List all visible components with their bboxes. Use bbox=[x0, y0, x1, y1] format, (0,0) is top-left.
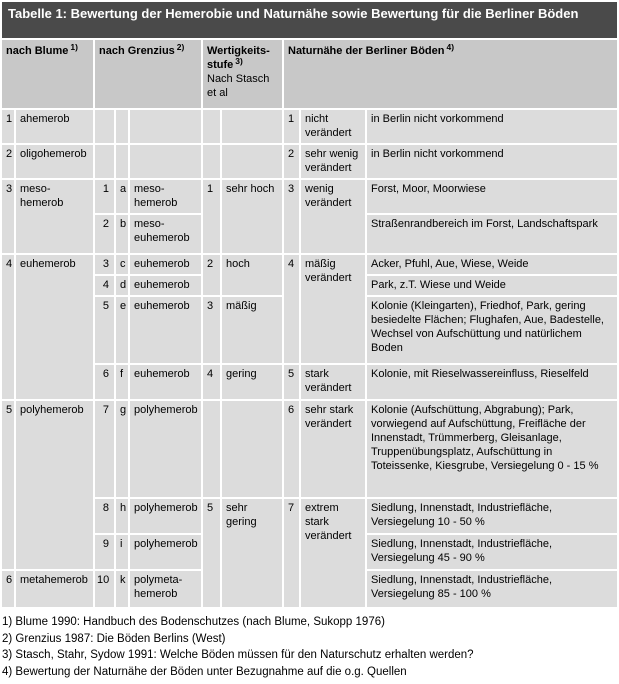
cell-grenzius-letter: b bbox=[116, 215, 128, 253]
cell-grenzius-number: 4 bbox=[95, 276, 114, 295]
col-header-nach-grenzius bbox=[95, 40, 201, 108]
cell-grenzius-letter: h bbox=[116, 499, 128, 533]
cell-wertigkeit-label bbox=[222, 401, 282, 497]
cell-wertigkeit-label bbox=[222, 110, 282, 143]
footnote-1: 1) Blume 1990: Handbuch des Bodenschutzes (nach Blume, Sukopp 1976) bbox=[2, 616, 385, 628]
cell-naturnaehe-number: 1 bbox=[284, 110, 299, 143]
col-header-nach-blume bbox=[2, 40, 93, 108]
cell-grenzius-letter bbox=[116, 110, 128, 143]
cell-wertigkeit-label: sehr gering bbox=[222, 499, 282, 607]
cell-wertigkeit-number bbox=[203, 145, 220, 178]
table-row bbox=[2, 180, 617, 213]
cell-naturnaehe-label: stark verändert bbox=[301, 365, 365, 399]
cell-naturnaehe-number: 7 bbox=[284, 499, 299, 607]
footnote-4: 4) Bewertung der Naturnähe der Böden unter Bezugnahme auf die o.g. Quellen bbox=[2, 665, 407, 678]
cell-wertigkeit-label: sehr hoch bbox=[222, 180, 282, 253]
cell-grenzius-name: euhemerob bbox=[130, 297, 201, 363]
cell-wertigkeit-number: 5 bbox=[203, 499, 220, 607]
cell-naturnaehe-number: 2 bbox=[284, 145, 299, 178]
cell-grenzius-letter bbox=[116, 145, 128, 178]
cell-grenzius-number bbox=[95, 145, 114, 178]
title-row bbox=[2, 2, 617, 38]
cell-grenzius-number: 7 bbox=[95, 401, 114, 497]
cell-description: Siedlung, Innenstadt, Industriefläche, Versiegelung 10 - 50 % bbox=[367, 499, 617, 533]
cell-grenzius-number: 8 bbox=[95, 499, 114, 533]
cell-grenzius-name bbox=[130, 145, 201, 178]
cell-naturnaehe-number: 6 bbox=[284, 401, 299, 497]
cell-naturnaehe-label: sehr stark verändert bbox=[301, 401, 365, 497]
col-header-wertigkeitsstufe-label: Wertigkeits-stufe bbox=[207, 45, 270, 71]
cell-grenzius-letter: i bbox=[116, 535, 128, 569]
cell-naturnaehe-label: mäßig verändert bbox=[301, 255, 365, 363]
col-header-wertigkeitsstufe bbox=[203, 40, 282, 108]
cell-grenzius-name: meso-hemerob bbox=[130, 180, 201, 213]
cell-wertigkeit-number: 4 bbox=[203, 365, 220, 399]
cell-blume-number: 6 bbox=[2, 571, 14, 607]
table-row bbox=[2, 255, 617, 274]
cell-blume-name: ahemerob bbox=[16, 110, 93, 143]
cell-grenzius-letter: c bbox=[116, 255, 128, 274]
cell-blume-name: meso-hemerob bbox=[16, 180, 93, 253]
table-row bbox=[2, 401, 617, 497]
cell-blume-number: 1 bbox=[2, 110, 14, 143]
cell-grenzius-letter: k bbox=[116, 571, 128, 607]
cell-wertigkeit-number: 3 bbox=[203, 297, 220, 363]
cell-grenzius-name: meso-euhemerob bbox=[130, 215, 201, 253]
cell-naturnaehe-number: 3 bbox=[284, 180, 299, 253]
col-header-wertigkeitsstufe-source: Nach Stasch et al bbox=[207, 73, 270, 99]
col-header-naturnaehe-label: Naturnähe der Berliner Böden bbox=[288, 45, 445, 57]
cell-blume-number: 3 bbox=[2, 180, 14, 253]
table-row bbox=[2, 365, 617, 399]
cell-naturnaehe-label: wenig verändert bbox=[301, 180, 365, 253]
cell-wertigkeit-number: 1 bbox=[203, 180, 220, 253]
cell-description: Acker, Pfuhl, Aue, Wiese, Weide bbox=[367, 255, 617, 274]
footnotes bbox=[0, 609, 619, 684]
cell-wertigkeit-label: gering bbox=[222, 365, 282, 399]
footnote-ref-4: 4) bbox=[446, 42, 455, 52]
cell-grenzius-name bbox=[130, 110, 201, 143]
table-row bbox=[2, 499, 617, 533]
cell-blume-number: 4 bbox=[2, 255, 14, 399]
cell-grenzius-name: euhemerob bbox=[130, 255, 201, 274]
cell-wertigkeit-number: 2 bbox=[203, 255, 220, 295]
header-row bbox=[2, 40, 617, 108]
cell-grenzius-letter: e bbox=[116, 297, 128, 363]
cell-grenzius-name: polyhemerob bbox=[130, 499, 201, 533]
table-title: Tabelle 1: Bewertung der Hemerobie und Naturnähe sowie Bewertung für die Berliner Böden bbox=[2, 2, 617, 38]
cell-grenzius-letter: a bbox=[116, 180, 128, 213]
col-header-naturnaehe bbox=[284, 40, 617, 108]
cell-description: in Berlin nicht vorkommend bbox=[367, 110, 617, 143]
cell-grenzius-number: 9 bbox=[95, 535, 114, 569]
cell-naturnaehe-label: nicht verändert bbox=[301, 110, 365, 143]
cell-naturnaehe-number: 4 bbox=[284, 255, 299, 363]
cell-naturnaehe-label: sehr wenig verändert bbox=[301, 145, 365, 178]
cell-grenzius-name: polyhemerob bbox=[130, 401, 201, 497]
cell-grenzius-name: polymeta-hemerob bbox=[130, 571, 201, 607]
cell-description: Siedlung, Innenstadt, Industriefläche, Versiegelung 45 - 90 % bbox=[367, 535, 617, 569]
cell-description: Kolonie, mit Rieselwassereinfluss, Rieselfeld bbox=[367, 365, 617, 399]
cell-blume-name: polyhemerob bbox=[16, 401, 93, 569]
cell-wertigkeit-number bbox=[203, 110, 220, 143]
footnote-ref-3: 3) bbox=[235, 56, 243, 66]
col-header-nach-blume-label: nach Blume bbox=[6, 45, 69, 57]
cell-grenzius-letter: g bbox=[116, 401, 128, 497]
cell-grenzius-number: 2 bbox=[95, 215, 114, 253]
cell-grenzius-letter: f bbox=[116, 365, 128, 399]
cell-grenzius-number: 10 bbox=[95, 571, 114, 607]
cell-grenzius-name: euhemerob bbox=[130, 276, 201, 295]
cell-description: Straßenrandbereich im Forst, Landschaftspark bbox=[367, 215, 617, 253]
table-row bbox=[2, 110, 617, 143]
cell-blume-name: euhemerob bbox=[16, 255, 93, 399]
cell-wertigkeit-label: mäßig bbox=[222, 297, 282, 363]
cell-blume-number: 2 bbox=[2, 145, 14, 178]
table-row bbox=[2, 145, 617, 178]
cell-grenzius-name: euhemerob bbox=[130, 365, 201, 399]
cell-grenzius-number: 1 bbox=[95, 180, 114, 213]
cell-description: Siedlung, Innenstadt, Industriefläche, Versiegelung 85 - 100 % bbox=[367, 571, 617, 607]
cell-grenzius-number: 5 bbox=[95, 297, 114, 363]
cell-naturnaehe-number: 5 bbox=[284, 365, 299, 399]
cell-description: Forst, Moor, Moorwiese bbox=[367, 180, 617, 213]
footnote-ref-2: 2) bbox=[176, 42, 185, 52]
cell-grenzius-letter: d bbox=[116, 276, 128, 295]
col-header-nach-grenzius-label: nach Grenzius bbox=[99, 45, 175, 57]
cell-grenzius-number bbox=[95, 110, 114, 143]
cell-wertigkeit-label: hoch bbox=[222, 255, 282, 295]
cell-description: Kolonie (Kleingarten), Friedhof, Park, gering besiedelte Flächen; Flughafen, Aue, Badestelle, Wechsel von Aufschüttung und natürlichem Boden bbox=[367, 297, 617, 363]
footnote-2: 2) Grenzius 1987: Die Böden Berlins (West) bbox=[2, 632, 226, 645]
footnote-ref-1: 1) bbox=[70, 42, 78, 52]
cell-grenzius-number: 6 bbox=[95, 365, 114, 399]
cell-wertigkeit-number bbox=[203, 401, 220, 497]
cell-description: Park, z.T. Wiese und Weide bbox=[367, 276, 617, 295]
cell-description: in Berlin nicht vorkommend bbox=[367, 145, 617, 178]
cell-wertigkeit-label bbox=[222, 145, 282, 178]
cell-naturnaehe-label: extrem stark verändert bbox=[301, 499, 365, 607]
cell-blume-number: 5 bbox=[2, 401, 14, 569]
cell-description: Kolonie (Aufschüttung, Abgrabung); Park, vorwiegend auf Aufschüttung, Freifläche der Innenstadt, Trümmerberg, Gleisanlage, Truppenübungsplatz, Aufschüttung in Toteissenke, Kiesgrube, Versiegelung 0 - 15 % bbox=[367, 401, 617, 497]
cell-blume-name: metahemerob bbox=[16, 571, 93, 607]
cell-blume-name: oligohemerob bbox=[16, 145, 93, 178]
footnote-3: 3) Stasch, Stahr, Sydow 1991: Welche Böden müssen für den Naturschutz erhalten werden? bbox=[2, 649, 474, 661]
cell-grenzius-number: 3 bbox=[95, 255, 114, 274]
cell-grenzius-name: polyhemerob bbox=[130, 535, 201, 569]
